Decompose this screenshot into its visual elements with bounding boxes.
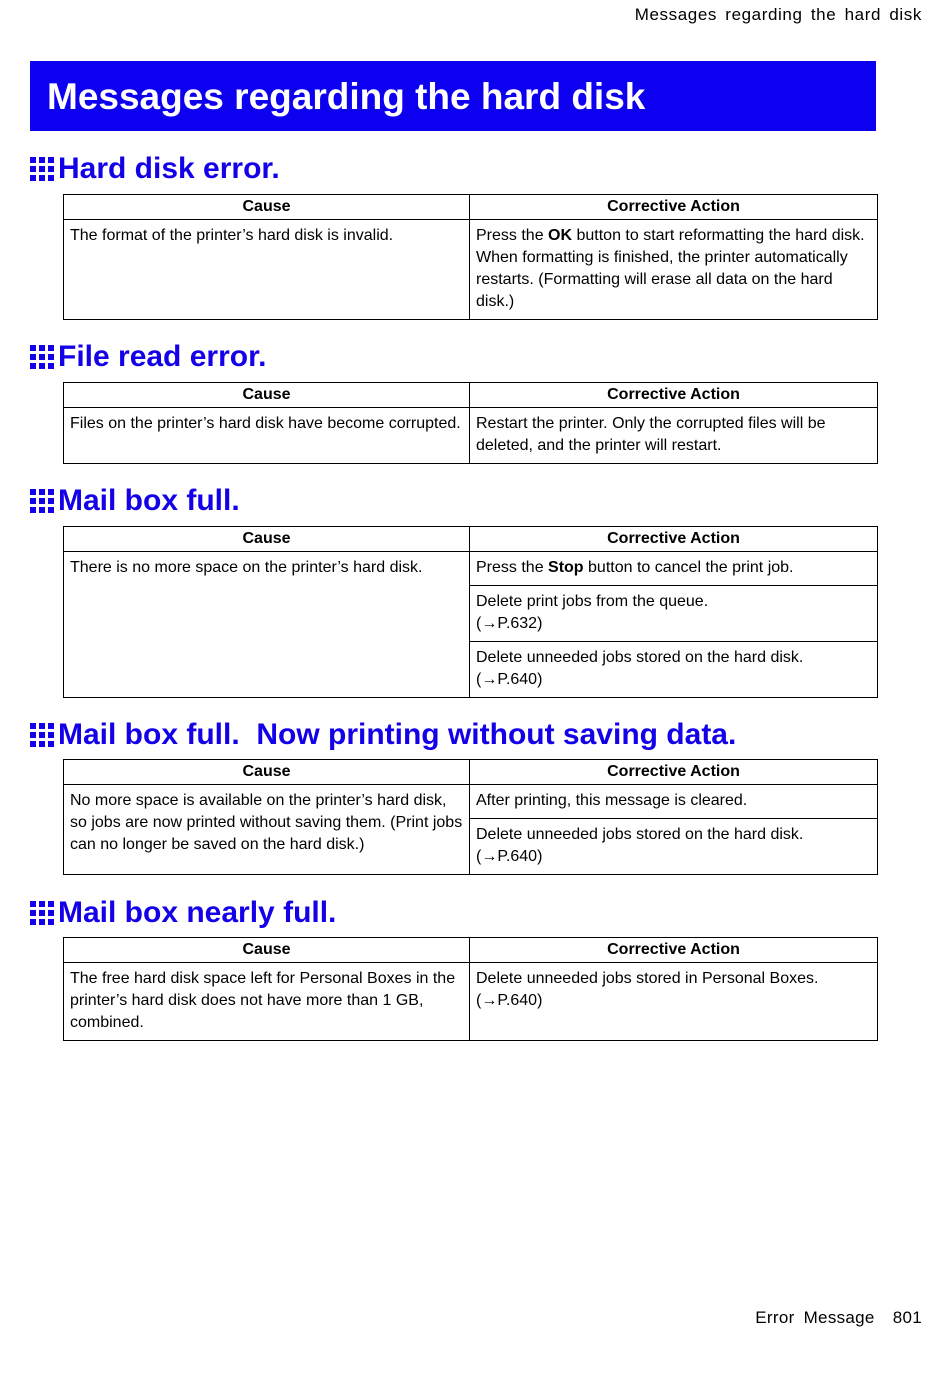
column-header-corrective-action: Corrective Action — [470, 760, 878, 785]
message-table-hard-disk-error — [63, 194, 878, 320]
footer-chapter: Error Message — [755, 1308, 875, 1327]
cause-cell: No more space is available on the printer’s hard disk, so jobs are now printed without saving them. (Print jobs can no longer be saved on the hard disk.) — [64, 785, 470, 875]
stop-button-label: Stop — [548, 559, 584, 576]
section-title-file-read-error — [30, 339, 266, 375]
section-title-text: Mail box nearly full. — [58, 896, 337, 929]
cause-cell: Files on the printer’s hard disk have become corrupted. — [64, 408, 470, 464]
corrective-action-cell: Press the OK button to start reformatting the hard disk. When formatting is finished, the printer automatically restarts. (Formatting will erase all data on the hard disk.) — [470, 220, 878, 320]
page-number: 801 — [892, 1308, 922, 1327]
grid-icon — [30, 345, 54, 369]
section-title-mail-box-nearly-full — [30, 895, 336, 931]
section-title-text: Mail box full. Now printing without saving data. — [58, 718, 737, 751]
column-header-cause: Cause — [64, 195, 470, 220]
corrective-action-cell: Delete unneeded jobs stored on the hard disk. (→P.640) — [470, 819, 878, 875]
column-header-cause: Cause — [64, 938, 470, 963]
column-header-corrective-action: Corrective Action — [470, 527, 878, 552]
message-table-mail-box-full — [63, 526, 878, 698]
page-reference: (→P.640) — [476, 848, 543, 865]
corrective-action-cell: Restart the printer. Only the corrupted files will be deleted, and the printer will restart. — [470, 408, 878, 464]
section-title-text: Hard disk error. — [58, 152, 280, 185]
running-footer — [755, 1308, 922, 1328]
running-header: Messages regarding the hard disk — [634, 5, 922, 24]
column-header-cause: Cause — [64, 760, 470, 785]
section-title-text: File read error. — [58, 340, 267, 373]
section-title-mail-box-full — [30, 483, 240, 519]
corrective-action-cell: After printing, this message is cleared. — [470, 785, 878, 819]
message-table-mail-box-full-printing — [63, 759, 878, 875]
column-header-corrective-action: Corrective Action — [470, 195, 878, 220]
section-title-text: Mail box full. — [58, 484, 240, 517]
cause-cell: There is no more space on the printer’s hard disk. — [64, 552, 470, 698]
ok-button-label: OK — [548, 227, 573, 244]
corrective-action-cell: Press the Stop button to cancel the print job. — [470, 552, 878, 586]
column-header-cause: Cause — [64, 527, 470, 552]
page-reference: (→P.632) — [476, 615, 543, 632]
page-title: Messages regarding the hard disk — [30, 61, 876, 131]
cause-cell: The free hard disk space left for Personal Boxes in the printer’s hard disk does not have more than 1 GB, combined. — [64, 963, 470, 1041]
page-reference: (→P.640) — [476, 992, 543, 1009]
message-table-file-read-error — [63, 382, 878, 464]
corrective-action-cell: Delete unneeded jobs stored on the hard disk. (→P.640) — [470, 642, 878, 698]
message-table-mail-box-nearly-full — [63, 937, 878, 1041]
section-title-mail-box-full-printing — [30, 717, 736, 753]
grid-icon — [30, 723, 54, 747]
cause-cell: The format of the printer’s hard disk is invalid. — [64, 220, 470, 320]
page-reference: (→P.640) — [476, 671, 543, 688]
column-header-cause: Cause — [64, 383, 470, 408]
column-header-corrective-action: Corrective Action — [470, 383, 878, 408]
grid-icon — [30, 157, 54, 181]
corrective-action-cell: Delete print jobs from the queue. (→P.632) — [470, 586, 878, 642]
corrective-action-cell: Delete unneeded jobs stored in Personal Boxes. (→P.640) — [470, 963, 878, 1041]
grid-icon — [30, 901, 54, 925]
section-title-hard-disk-error — [30, 151, 280, 187]
column-header-corrective-action: Corrective Action — [470, 938, 878, 963]
grid-icon — [30, 489, 54, 513]
